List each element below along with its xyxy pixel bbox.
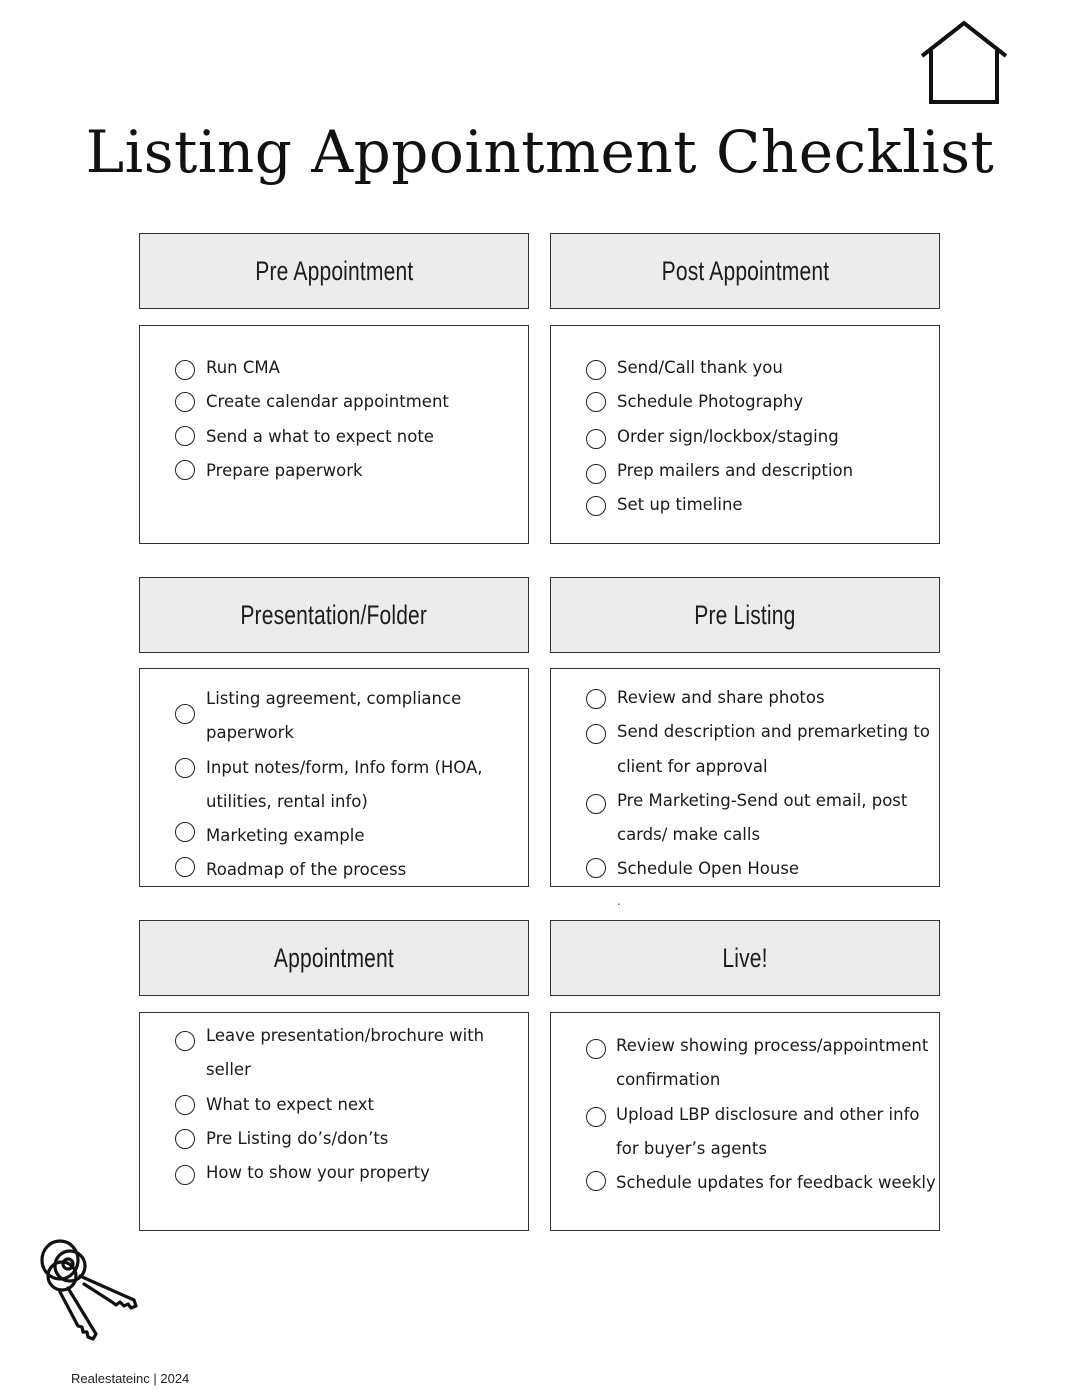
- radio-circle-icon[interactable]: [586, 858, 606, 878]
- checklist-item[interactable]: Set up timeline: [551, 488, 939, 522]
- checklist-item[interactable]: Pre Listing do’s/don’ts: [140, 1122, 512, 1156]
- radio-circle-icon[interactable]: [175, 758, 195, 778]
- radio-circle-icon[interactable]: [175, 704, 195, 724]
- section-body-pre-appointment: [139, 325, 529, 544]
- radio-circle-icon[interactable]: [586, 496, 606, 516]
- checklist-item[interactable]: Review and share photos: [551, 681, 939, 715]
- checklist-item[interactable]: Run CMA: [140, 351, 528, 385]
- checklist-item[interactable]: Upload LBP disclosure and other info for buyer’s agents: [551, 1098, 939, 1167]
- checklist-item[interactable]: Roadmap of the process: [140, 853, 500, 887]
- checklist-item[interactable]: Prep mailers and description: [551, 454, 939, 488]
- checklist-item[interactable]: How to show your property: [140, 1156, 512, 1190]
- checklist-item[interactable]: Schedule Photography: [551, 385, 939, 419]
- checklist-item[interactable]: Schedule updates for feedback weekly: [551, 1166, 939, 1200]
- radio-circle-icon[interactable]: [175, 426, 195, 446]
- section-header-live: Live!: [550, 920, 940, 996]
- radio-circle-icon[interactable]: [175, 1095, 195, 1115]
- section-body-presentation-folder: [139, 668, 529, 887]
- radio-circle-icon[interactable]: [586, 689, 606, 709]
- checklist-item[interactable]: Input notes/form, Info form (HOA, utilities, rental info): [140, 751, 500, 820]
- section-header-pre-appointment: Pre Appointment: [139, 233, 529, 309]
- section-body-post-appointment: [550, 325, 940, 544]
- section-body-pre-listing: [550, 668, 940, 887]
- section-body-appointment: [139, 1012, 529, 1231]
- checklist-item[interactable]: Pre Marketing-Send out email, post cards/ make calls: [551, 784, 939, 853]
- radio-circle-icon[interactable]: [586, 464, 606, 484]
- radio-circle-icon[interactable]: [586, 429, 606, 449]
- section-header-pre-listing: Pre Listing: [550, 577, 940, 653]
- checklist-item[interactable]: Leave presentation/brochure with seller: [140, 1019, 512, 1088]
- stray-mark: .: [617, 893, 621, 908]
- checklist-item[interactable]: Listing agreement, compliance paperwork: [140, 682, 500, 751]
- section-body-live: [550, 1012, 940, 1231]
- radio-circle-icon[interactable]: [175, 460, 195, 480]
- checklist-item[interactable]: Create calendar appointment: [140, 385, 528, 419]
- radio-circle-icon[interactable]: [175, 392, 195, 412]
- section-header-presentation-folder: Presentation/Folder: [139, 577, 529, 653]
- page-title: Listing Appointment Checklist: [85, 118, 995, 186]
- checklist-item[interactable]: What to expect next: [140, 1088, 512, 1122]
- checklist-item[interactable]: Review showing process/appointment confirmation: [551, 1029, 939, 1098]
- radio-circle-icon[interactable]: [586, 1171, 606, 1191]
- section-header-appointment: Appointment: [139, 920, 529, 996]
- checklist-item[interactable]: Send description and premarketing to client for approval: [551, 715, 939, 784]
- checklist-item[interactable]: Send a what to expect note: [140, 420, 528, 454]
- radio-circle-icon[interactable]: [175, 1031, 195, 1051]
- radio-circle-icon[interactable]: [586, 724, 606, 744]
- checklist-item[interactable]: Prepare paperwork: [140, 454, 528, 488]
- radio-circle-icon[interactable]: [586, 1039, 606, 1059]
- radio-circle-icon[interactable]: [175, 822, 195, 842]
- footer-text: Realestateinc | 2024: [71, 1371, 190, 1386]
- radio-circle-icon[interactable]: [586, 1107, 606, 1127]
- radio-circle-icon[interactable]: [175, 857, 195, 877]
- section-header-post-appointment: Post Appointment: [550, 233, 940, 309]
- radio-circle-icon[interactable]: [175, 360, 195, 380]
- radio-circle-icon[interactable]: [586, 794, 606, 814]
- checklist-item[interactable]: Marketing example: [140, 819, 500, 853]
- checklist-item[interactable]: Order sign/lockbox/staging: [551, 420, 939, 454]
- radio-circle-icon[interactable]: [586, 360, 606, 380]
- checklist-item[interactable]: Schedule Open House: [551, 852, 939, 886]
- keys-icon: [38, 1236, 142, 1342]
- radio-circle-icon[interactable]: [175, 1165, 195, 1185]
- radio-circle-icon[interactable]: [175, 1129, 195, 1149]
- house-icon: [918, 20, 1010, 106]
- checklist-item[interactable]: Send/Call thank you: [551, 351, 939, 385]
- radio-circle-icon[interactable]: [586, 392, 606, 412]
